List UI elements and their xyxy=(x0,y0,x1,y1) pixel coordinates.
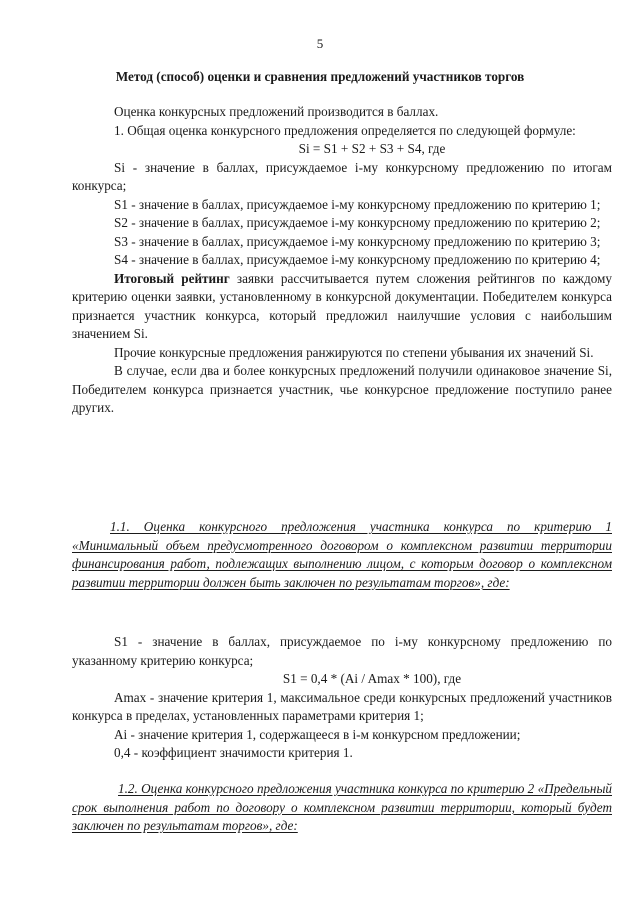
evaluation-block xyxy=(72,103,612,418)
criterion-1-block xyxy=(72,633,612,763)
definition-ai: Ai - значение критерия 1, содержащееся в i-м конкурсном предложении; xyxy=(114,726,521,742)
total-score-formula: Si = S1 + S2 + S3 + S4, где xyxy=(298,141,446,156)
definition-s4: S4 - значение в баллах, присуждаемое i-му конкурсному предложению по критерию 4; xyxy=(114,252,601,267)
section-1-1-title: 1.1. Оценка конкурсного предложения участника конкурса по критерию 1 «Минимальный объем предусмотренного договором о комплексном развитии территории финансирования работ, подлежащих выполнению лицом, с которым договор о комплексном развитии территории должен быть заключен по результатам торгов», где: xyxy=(72,519,612,590)
definition-coefficient: 0,4 - коэффициент значимости критерия 1. xyxy=(114,745,353,760)
formula-intro-paragraph: 1. Общая оценка конкурсного предложения определяется по следующей формуле: xyxy=(114,122,576,138)
ranking-paragraph: Прочие конкурсные предложения ранжируются по степени убывания их значений Si. xyxy=(114,344,594,360)
definition-s1-criterion: S1 - значение в баллах, присуждаемое по i-му конкурсному предложению по указанному критерию конкурса; xyxy=(72,634,612,668)
rating-paragraph xyxy=(72,270,612,344)
definition-s1: S1 - значение в баллах, присуждаемое i-му конкурсному предложению по критерию 1; xyxy=(114,196,601,212)
definition-s3: S3 - значение в баллах, присуждаемое i-му конкурсному предложению по критерию 3; xyxy=(114,233,601,249)
tie-paragraph: В случае, если два и более конкурсных предложений получили одинаковое значение Si, Победителем конкурса признается участник, чье конкурсное предложение поступило ранее других. xyxy=(72,363,612,415)
definition-s2: S2 - значение в баллах, присуждаемое i-му конкурсному предложению по критерию 2; xyxy=(114,215,601,230)
intro-paragraph: Оценка конкурсных предложений производится в баллах. xyxy=(114,104,439,119)
document-heading: Метод (способ) оценки и сравнения предложений участников торгов xyxy=(115,69,525,84)
definition-si: Si - значение в баллах, присуждаемое i-му конкурсному предложению по итогам конкурса; xyxy=(72,159,612,193)
definition-amax: Amax - значение критерия 1, максимальное среди конкурсных предложений участников конкурса в пределах, установленных параметрами критерия 1; xyxy=(72,689,612,723)
rating-text: заявки рассчитывается путем сложения рейтингов по каждому критерию оценки заявки, установленному в конкурсной документации. Победителем конкурса признается участник конкурса, который предложил наилучшие условия с наибольшим значением Si. xyxy=(72,270,612,341)
page-number: 5 xyxy=(316,36,324,51)
section-1-2-title: 1.2. Оценка конкурсного предложения участника конкурса по критерию 2 «Предельный срок выполнения работ по договору о комплексном развитии территории, который будет заключен по результатам торгов», где: xyxy=(72,781,612,833)
rating-term: Итоговый рейтинг xyxy=(114,270,230,286)
criterion-1-formula: S1 = 0,4 * (Ai / Amax * 100), где xyxy=(282,671,462,686)
